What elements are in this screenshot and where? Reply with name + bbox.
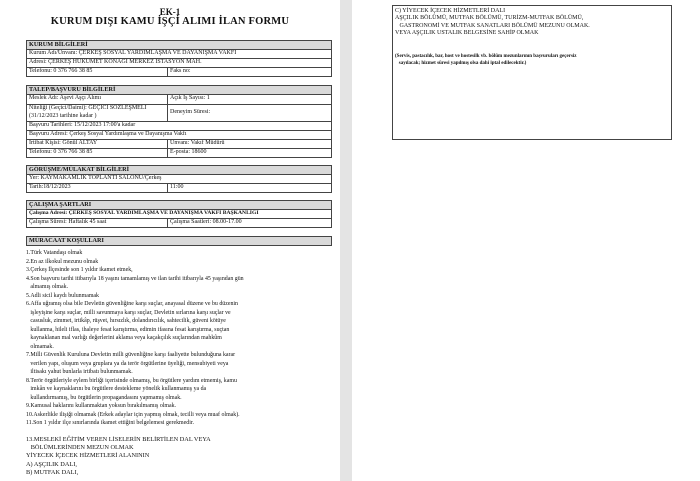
muracaat-item: 7.Milli Güvenlik Kuruluna Devletin milli güvenliğine karşı faaliyette bulunduğuna karar: [26, 352, 236, 358]
acik-is-sayisi: Açık İş Sayısı: 1: [170, 95, 210, 101]
muracaat-item: 11.Son 1 yıldır ilçe sınırlarında ikamet ettiğini belgelemesi gerekmedir.: [26, 420, 194, 426]
niteligi-tarih: (31/12/2023 tarihine kadar ): [29, 112, 97, 119]
gorusme-tarih: Tarih:18/12/2023: [29, 184, 71, 190]
muracaat-item: iltisakı yahut bunlarla irtibatı bulunmamak.: [26, 369, 133, 375]
right-condition-line: C) YİYECEK İÇECEK HİZMETLERİ DALI: [395, 8, 506, 14]
irtibat-kisisi: İrtibat Kişisi: Gönül ALTAY: [29, 140, 98, 146]
muracaat-item: 6.Affa uğramış olsa bile Devletin güvenliğine karşı suçlar, anayasal düzene ve bu düzenin: [26, 301, 238, 307]
meslek-adi: Meslek Adı: Aşevi Aşçı Alımı: [29, 95, 102, 101]
muracaat-item: işleyişine karşı suçlar, milli savunmaya karşı suçlar, Devletin sırlarına karşı suçlar ve: [26, 309, 231, 316]
calisma-suresi: Çalışma Süresi: Haftalık 45 saat: [29, 219, 107, 225]
gorusme-yer-row: [26, 175, 332, 184]
section-kurum-header: KURUM BİLGİLERİ: [26, 40, 332, 50]
right-condition-line: VEYA AŞÇILIK USTALIK BELGESİNE SAHİP OLMAK: [395, 30, 539, 37]
muracaat-item: imkân ve kaynaklarını bu örgütlere destekleme yönelik kullanmamış ya da: [26, 386, 207, 392]
talep-telefon-row: [26, 149, 332, 158]
niteligi: Niteliği (Geçici/Daimi): GEÇİCİ SÖZLEŞMELİ: [29, 105, 147, 111]
talep-meslek-row: [26, 95, 332, 105]
section-talep-header: TALEP/BAŞVURU BİLGİLERİ: [26, 85, 332, 95]
section-calisma-header: ÇALIŞMA ŞARTLARI: [26, 200, 332, 210]
muracaat-item: 5.Adli sicil kaydı bulunmamak: [26, 292, 99, 299]
nitelik-block: [27, 105, 167, 121]
muracaat-item: 3.Çerkeş İlçesinde son 1 yıldır ikamet etmek,: [26, 267, 133, 273]
meslek-egitim-list: [26, 436, 332, 481]
deneyim-suresi: Deneyim Süresi:: [170, 109, 211, 115]
right-condition-line: GASTRONOMİ VE MUTFAK SANATLARI BÖLÜMÜ MEZUNU OLMAK.: [395, 22, 590, 29]
calisma-sure-row: [26, 219, 332, 228]
muracaat-item: olmamak.: [26, 343, 54, 350]
meslek-line: B) MUTFAK DALI,: [26, 468, 79, 476]
right-note-line: (Servis, pastacılık, bar, host ve hostesilk vb. bölüm mezunlarının başvuruları geçersiz: [395, 54, 577, 59]
muracaat-item: kullanma, hileli iflas, ihaleye fesat karıştırma, edimin ifasına fesat karıştırma, suçtan: [26, 326, 230, 333]
right-note-line: sayılacak; hizmet süresi yapılmış olsa dahi iptal edilecektir.): [395, 60, 527, 66]
kurum-adres-row: [26, 59, 332, 68]
muracaat-item: kullandırmamış, bu örgütlerin propagandasını yapmamış olmak.: [26, 394, 182, 401]
talep-adres-row: [26, 131, 332, 140]
form-title: KURUM DIŞI KAMU İŞÇİ ALIMI İLAN FORMU: [50, 16, 290, 27]
muracaat-item: casusluk, zimmet, irtikâp, rüşvet, hırsızlık, dolandırıcılık, sahtecilik, güveni kötüye: [26, 318, 226, 324]
talep-tarih-row: [26, 122, 332, 131]
kurum-adi-row: [26, 50, 332, 59]
muracaat-item: verilen yapı, oluşum veya gruplara ya da terör örgütlerine üyeliği, mensubiyeti veya: [26, 360, 229, 367]
kurum-faks: Faks no:: [170, 68, 191, 74]
page-gutter: [340, 0, 352, 481]
muracaat-item: 2.En az ilkokul mezunu olmak: [26, 258, 99, 265]
meslek-line: YİYECEK İÇECEK HİZMETLERİ ALANININ: [26, 452, 150, 460]
calisma-saatleri: Çalışma Saatleri: 08.00-17.00: [170, 219, 242, 225]
meslek-line: 13.MESLEKİ EĞİTİM VEREN LİSELERİN BELİRTİLEN DAL VEYA: [26, 436, 211, 443]
muracaat-item: 4.Son başvuru tarihi itibarıyla 18 yaşını tamamlamış ve ilan tarihi itibarıyla 45 yaşından gün: [26, 275, 244, 282]
talep-eposta: E-posta: 18600: [170, 149, 207, 155]
talep-telefon: Telefonu: 0 376 766 38 85: [29, 149, 93, 155]
continuation-box: [392, 5, 672, 140]
basvuru-adresi: Başvuru Adresi: Çerkeş Sosyal Yardımlaşma ve Dayanışma Vakfı: [29, 131, 187, 137]
kurum-adi: Kurum Adı/Unvanı: ÇERKEŞ SOSYAL YARDIMLAŞMA VE DAYANIŞMA VAKFI: [29, 50, 237, 56]
left-page: [0, 0, 340, 481]
right-condition-line: AŞÇILIK BÖLÜMÜ, MUTFAK BÖLÜMÜ, TURİZM-MUTFAK BÖLÜMÜ,: [395, 15, 584, 22]
muracaat-item: 1.Türk Vatandaşı olmak: [26, 250, 83, 256]
kurum-iletisim-row: [26, 68, 332, 77]
basvuru-tarihleri: Başvuru Tarihleri: 15/12/2023 17:00'a kadar: [29, 122, 136, 128]
gorusme-yer: Yer: KAYMAKAMLIK TOPLANTI SALONU/Çerkeş: [29, 175, 162, 181]
muracaat-item: 8.Terör örgütleriyle eylem birliği içerisinde olmamış, bu örgütlere yardım etmemiş, kamu: [26, 377, 237, 384]
calisma-adresi: Çalışma Adresi: ÇERKEŞ SOSYAL YARDIMLAŞMA VE DAYANIŞMA VAKFI BAŞKANLIĞI: [29, 210, 259, 216]
section-gorusme-header: GÖRÜŞME/MÜLAKAT BİLGİLERİ: [26, 165, 332, 175]
right-page: [352, 0, 700, 481]
meslek-line: BÖLÜMLERİNDEN MEZUN OLMAK: [26, 444, 134, 452]
talep-irtibat-row: [26, 140, 332, 149]
gorusme-tarih-row: [26, 184, 332, 193]
muracaat-item: 9.Kamusal haklarını kullanmaktan yoksun bırakılmamış olmak.: [26, 403, 177, 409]
muracaat-list: [26, 250, 332, 430]
muracaat-item: almamış olmak.: [26, 284, 69, 290]
kurum-telefon: Telefonu: 0 376 766 38 85: [29, 68, 93, 74]
calisma-adres-row: [26, 210, 332, 219]
irtibat-unvani: Unvanı: Vakıf Müdürü: [170, 140, 225, 146]
section-muracaat-header: MÜRACAAT KOŞULLARI: [26, 236, 332, 246]
muracaat-item: 10.Askerlikle ilişiği olmamak (Erkek adaylar için yapmış olmak, tecilli veya muaf olmak).: [26, 411, 240, 418]
gorusme-saat: 11:00: [170, 184, 184, 190]
kurum-adres: Adresi: ÇERKEŞ HÜKÜMET KONAĞI MERKEZ İSTASYON MAH.: [29, 59, 202, 65]
talep-nitelik-row: [26, 105, 332, 122]
muracaat-item: kaynaklanan mal varlığı değerlerini aklama veya kaçakçılık suçlarından mahkûm: [26, 335, 222, 341]
form-annex-label: EK-1: [159, 7, 181, 17]
meslek-line: A) AŞÇILIK DALI,: [26, 460, 77, 468]
